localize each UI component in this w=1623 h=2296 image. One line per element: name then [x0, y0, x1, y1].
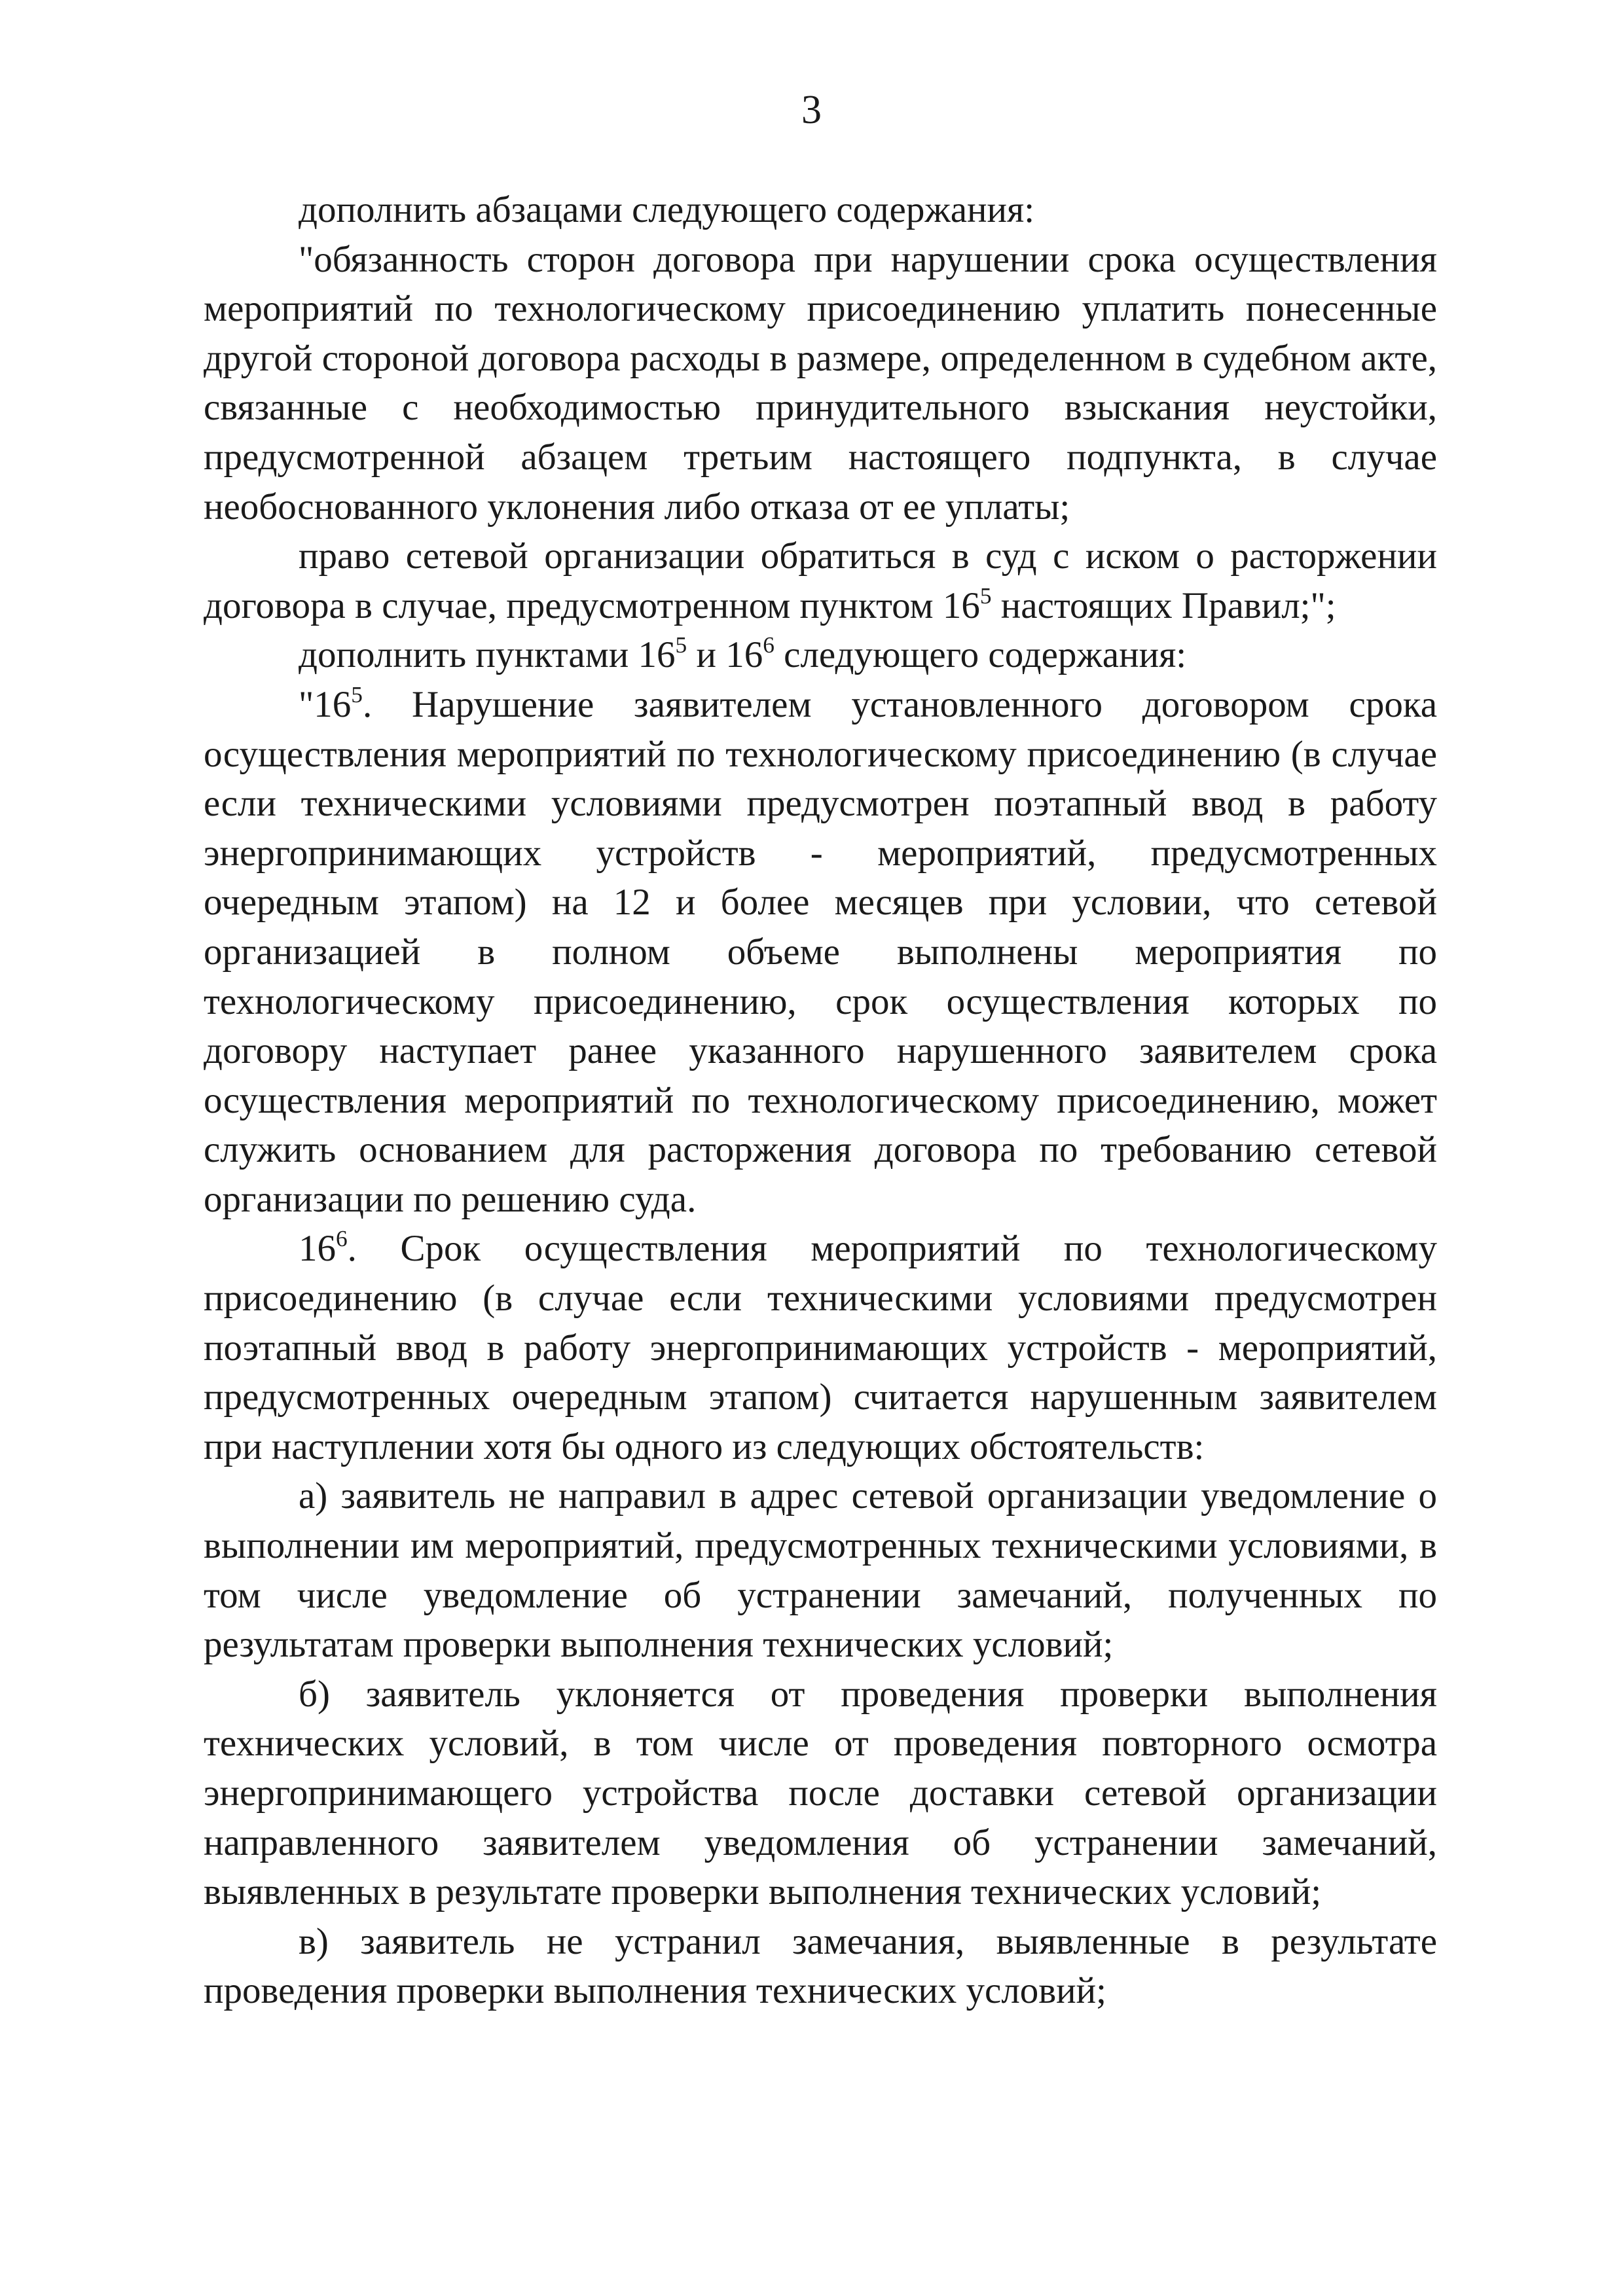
superscript: 5: [351, 682, 363, 708]
superscript: 6: [763, 632, 775, 658]
paragraph-text: и 16: [687, 634, 763, 676]
superscript: 5: [675, 632, 687, 658]
paragraph-item-b: б) заявитель уклоняется от проведения проверки выполнения технических условий, в том числе от проведения повторного осмотра энергопринимающего устройства после доставки сетевой организации направленного заявителем уведомления об устранении замечаний, выявленных в результате проверки выполнения технических условий;: [204, 1673, 1437, 1913]
paragraph-text: . Срок осуществления мероприятий по технологическому присоединению (в случае если техническими условиями предусмотрен поэтапный ввод в работу энергопринимающих устройств - мероприятий, предусмотренных очередным этапом) считается нарушенным заявителем при наступлении хотя бы одного из следующих обстоятельств:: [204, 1228, 1437, 1467]
paragraph-text: . Нарушение заявителем установленного договором срока осуществления мероприятий по технологическому присоединению (в случае если техническими условиями предусмотрен поэтапный ввод в работу энергопринимающих устройств - мероприятий, предусмотренных очередным этапом) на 12 и более месяцев при условии, что сетевой организацией в полном объеме выполнены мероприятия по технологическому присоединению, срок осуществления которых по договору наступает ранее указанного нарушенного заявителем срока осуществления мероприятий по технологическому присоединению, может служить основанием для расторжения договора по требованию сетевой организации по решению суда.: [204, 683, 1437, 1220]
paragraph-point-16-5: [204, 680, 1437, 1225]
superscript: 6: [336, 1226, 348, 1252]
paragraph-text: "16: [299, 683, 352, 725]
paragraph-point-16-6: [204, 1224, 1437, 1471]
paragraph-item-a: а) заявитель не направил в адрес сетевой организации уведомление о выполнении им мероприятий, предусмотренных техническими условиями, в том числе уведомление об устранении замечаний, полученных по результатам проверки выполнения технических условий;: [204, 1475, 1437, 1666]
paragraph-add-points: [204, 630, 1437, 680]
paragraph-right-to-sue: [204, 531, 1437, 630]
paragraph-text: дополнить пунктами 16: [299, 634, 676, 676]
paragraph-text: настоящих Правил;";: [991, 584, 1336, 626]
paragraph-text: следующего содержания:: [774, 634, 1187, 676]
paragraph-intro: дополнить абзацами следующего содержания:: [299, 189, 1035, 230]
paragraph-text: 16: [299, 1228, 336, 1270]
paragraph-item-c: в) заявитель не устранил замечания, выявленные в результате проведения проверки выполнения технических условий;: [204, 1920, 1437, 2012]
paragraph-text: право сетевой организации обратиться в суд с иском о расторжении договора в случае, предусмотренном пунктом 16: [204, 535, 1437, 626]
document-body: [204, 185, 1437, 2016]
superscript: 5: [979, 583, 992, 609]
page-number: 3: [801, 88, 822, 132]
paragraph-obligation: "обязанность сторон договора при нарушении срока осуществления мероприятий по технологическому присоединению уплатить понесенные другой стороной договора расходы в размере, определенном в судебном акте, связанные с необходимостью принудительного взыскания неустойки, предусмотренной абзацем третьим настоящего подпункта, в случае необоснованного уклонения либо отказа от ее уплаты;: [204, 238, 1437, 528]
